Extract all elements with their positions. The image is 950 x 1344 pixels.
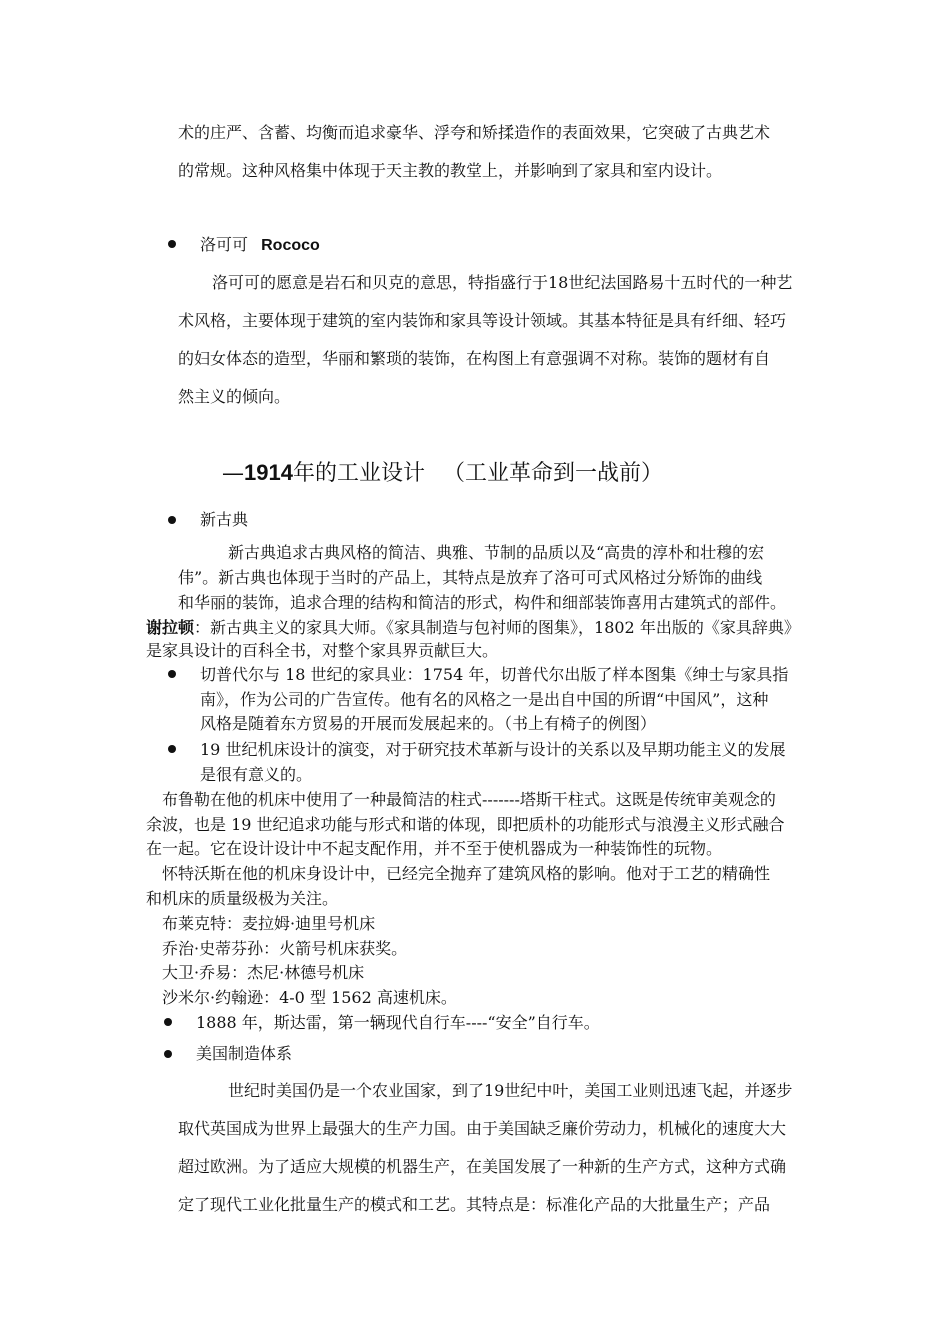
bullet-icon	[168, 240, 176, 248]
paragraph-line: 余波，也是 19 世纪追求功能与形式和谐的体现，即把质朴的功能形式与浪漫主义形式融合	[146, 815, 785, 834]
bullet-icon	[168, 516, 176, 524]
heading-subtitle: （工业革命到一战前）	[442, 461, 663, 486]
paragraph-line: 和华丽的装饰，追求合理的结构和简洁的形式，构件和细部装饰喜用古建筑式的部件。	[178, 593, 787, 612]
paragraph-line: 新古典追求古典风格的简洁、典雅、节制的品质以及“高贵的淳朴和壮穆的宏	[228, 543, 765, 562]
paragraph-line: 术风格，主要体现于建筑的室内装饰和家具等设计领域。其基本特征是具有纤细、轻巧	[178, 311, 787, 330]
bullet-icon	[168, 745, 176, 753]
paragraph-line: 和机床的质量级极为关注。	[146, 889, 339, 908]
paragraph-line: 术的庄严、含蓄、均衡而追求豪华、浮夸和矫揉造作的表面效果，它突破了古典艺术	[178, 123, 771, 142]
list-item: 布莱克特：麦拉姆·迪里号机床	[162, 914, 376, 933]
paragraph-line: 超过欧洲。为了适应大规模的机器生产，在美国发展了一种新的生产方式，这种方式确	[178, 1157, 787, 1176]
paragraph-line: 南》，作为公司的广告宣传。他有名的风格之一是出自中国的所谓“中国风”，这种	[200, 690, 769, 709]
bullet-icon	[168, 670, 176, 678]
rococo-heading	[200, 234, 320, 257]
list-item: 沙米尔·约翰逊：4-0 型 1562 高速机床。	[162, 988, 457, 1007]
rococo-title-en: Rococo	[261, 237, 320, 254]
sheraton-line	[146, 617, 800, 639]
paragraph-line: 伟”。新古典也体现于当时的产品上，其特点是放弃了洛可可式风格过分矫饰的曲线	[178, 568, 763, 587]
bullet-icon	[164, 1050, 172, 1058]
neoclassic-title: 新古典	[200, 510, 249, 529]
paragraph-line: 是家具设计的百科全书，对整个家具界贡献巨大。	[146, 641, 499, 660]
paragraph-line: 取代英国成为世界上最强大的生产力国。由于美国缺乏廉价劳动力，机械化的速度大大	[178, 1119, 787, 1138]
heading-text: 年的工业设计	[292, 461, 425, 486]
list-item: 大卫·乔易：杰尼·林德号机床	[162, 963, 365, 982]
paragraph-line: 的常规。这种风格集中体现于天主教的教堂上，并影响到了家具和室内设计。	[178, 161, 723, 180]
paragraph-line: 定了现代工业化批量生产的模式和工艺。其特点是：标准化产品的大批量生产；产品	[178, 1195, 771, 1214]
bullet-icon	[164, 1018, 172, 1026]
heading-year: 1914	[244, 460, 293, 485]
paragraph-line: 1888 年，斯达雷，第一辆现代自行车----“安全”自行车。	[196, 1013, 600, 1032]
list-item: 乔治·史蒂芬孙：火箭号机床获奖。	[162, 939, 408, 958]
heading-prefix: —	[222, 461, 244, 486]
paragraph-line: 然主义的倾向。	[178, 387, 291, 406]
sheraton-name: 谢拉顿	[146, 618, 195, 637]
paragraph-line: 洛可可的愿意是岩石和贝克的意思，特指盛行于18世纪法国路易十五时代的一种艺	[212, 273, 793, 292]
section-heading	[222, 458, 663, 489]
paragraph-line: 在一起。它在设计设计中不起支配作用，并不至于使机器成为一种装饰性的玩物。	[146, 839, 723, 858]
paragraph-line: 布鲁勒在他的机床中使用了一种最简洁的柱式-------塔斯干柱式。这既是传统审美观念的	[162, 790, 776, 809]
rococo-title: 洛可可	[200, 235, 249, 254]
paragraph-line: 是很有意义的。	[200, 765, 313, 784]
paragraph-line: 19 世纪机床设计的演变，对于研究技术革新与设计的关系以及早期功能主义的发展	[200, 740, 786, 759]
american-system-title: 美国制造体系	[196, 1044, 293, 1063]
paragraph-line: 切普代尔与 18 世纪的家具业：1754 年，切普代尔出版了样本图集《绅士与家具指	[200, 665, 789, 684]
paragraph-line: 的妇女体态的造型，华丽和繁琐的装饰，在构图上有意强调不对称。装饰的题材有自	[178, 349, 771, 368]
paragraph-line: 风格是随着东方贸易的开展而发展起来的。（书上有椅子的例图）	[200, 714, 657, 733]
paragraph-line: 怀特沃斯在他的机床身设计中，已经完全抛弃了建筑风格的影响。他对于工艺的精确性	[162, 864, 771, 883]
paragraph-line: 世纪时美国仍是一个农业国家，到了19世纪中叶，美国工业则迅速飞起，并逐步	[228, 1081, 793, 1100]
sheraton-text: ：新古典主义的家具大师。《家具制造与包衬师的图集》，1802 年出版的《家具辞典》	[194, 618, 800, 637]
